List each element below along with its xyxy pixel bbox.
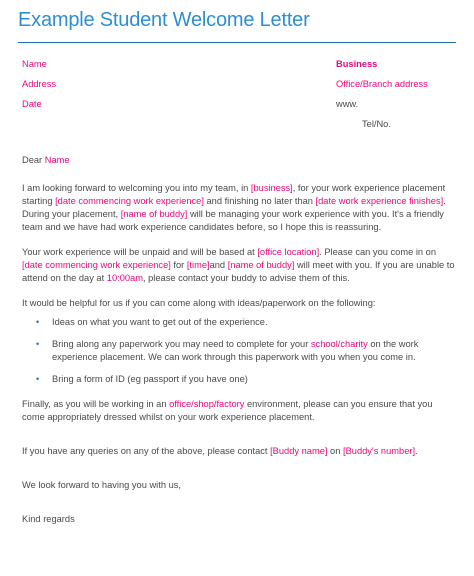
paragraph-queries: If you have any queries on any of the above, please contact [Buddy name] on [Buddy's number]. — [22, 446, 418, 456]
recipient-block — [22, 58, 56, 118]
paragraph-logistics: Your work experience will be unpaid and will be based at [office location]. Please can you come in on [date commencing work experience] for [time]and [name of buddy] will meet with you. If you are unable to attend on the day at 10:00am, please contact your buddy to advise them of this. — [22, 247, 455, 283]
paragraph-dress: Finally, as you will be working in an office/shop/factory environment, please can you ensure that you come appropriately dressed whilst on your work experience placement. — [22, 399, 433, 422]
recipient-address: Address — [22, 79, 57, 89]
sender-business: Business — [336, 59, 378, 69]
paragraph-closing: We look forward to having you with us, — [22, 480, 181, 490]
salutation-name: Name — [44, 155, 70, 165]
sign-off: Kind regards — [22, 514, 75, 524]
sender-block — [336, 58, 428, 138]
list-item: • Bring along any paperwork you may need to complete for your school/charity on the work experience placement. We can work through this paperwork with you when you come in. — [22, 338, 456, 364]
title-divider — [18, 42, 456, 43]
list-item: • Ideas on what you want to get out of the experience. — [22, 316, 456, 329]
list-item: • Bring a form of ID (eg passport if you have one) — [22, 373, 456, 386]
letter-title: Example Student Welcome Letter — [18, 9, 310, 31]
sender-telephone: Tel/No. — [362, 119, 391, 129]
sender-website: www. — [336, 99, 359, 109]
letter-date: Date — [22, 99, 42, 109]
salutation: Dear Name — [22, 155, 70, 165]
requirements-list — [22, 316, 456, 386]
paragraph-requirements: It would be helpful for us if you can come along with ideas/paperwork on the following: — [22, 298, 376, 308]
paragraph-intro: I am looking forward to welcoming you into my team, in [business], for your work experience placement starting [date commencing work experience] and finishing no later than [date work experience finishes]. During your placement, [name of buddy] will be managing your work experience with you. It's a friendly team and we have had work experience candidates before, so I hope this is reassuring. — [22, 183, 446, 232]
recipient-name: Name — [22, 59, 47, 69]
sender-office: Office/Branch address — [336, 79, 428, 89]
letter-body — [22, 154, 456, 526]
